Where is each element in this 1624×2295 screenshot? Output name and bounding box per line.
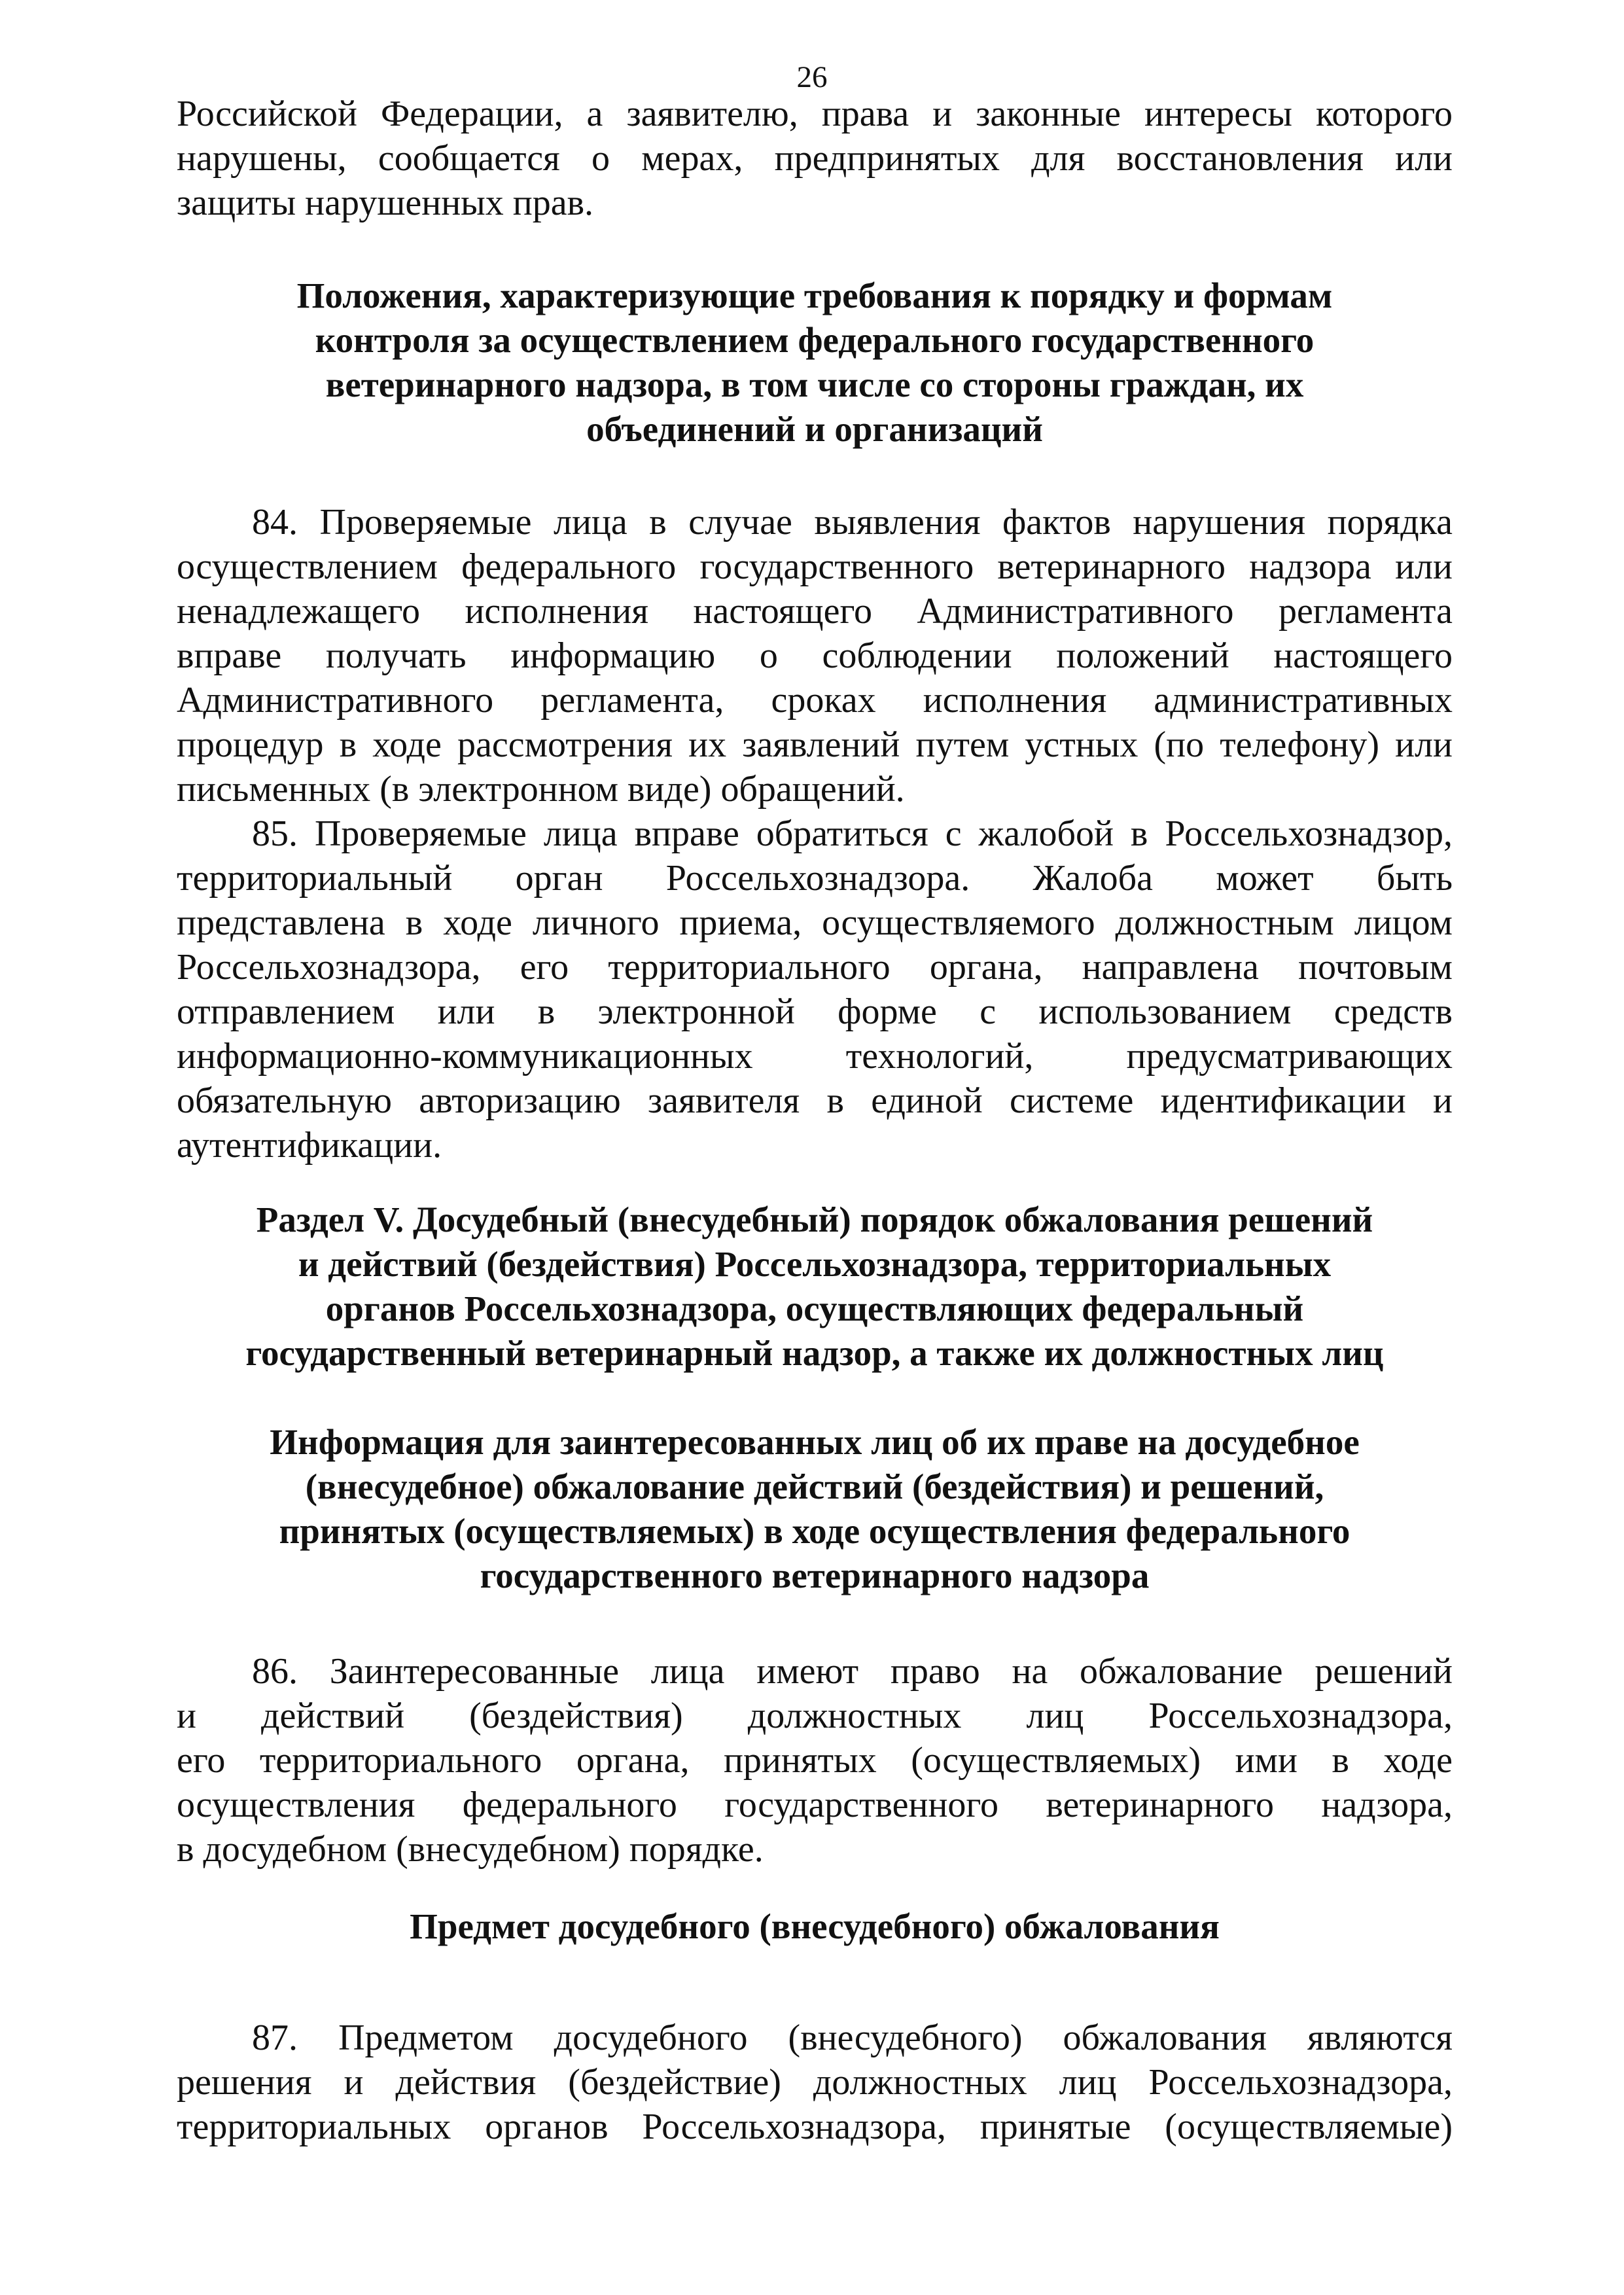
text-line: его территориального органа, принятых (осуществляемых) ими в ходе — [177, 1740, 1453, 1781]
text-line: решения и действия (бездействие) должностных лиц Россельхознадзора, — [177, 2062, 1453, 2103]
paragraph-85 — [177, 811, 1453, 1167]
heading-line: принятых (осуществляемых) в ходе осуществления федерального — [279, 1511, 1350, 1551]
text-line: информационно-коммуникационных технологий, предусматривающих — [177, 1036, 1453, 1076]
text-line: осуществлением федерального государственного ветеринарного надзора или — [177, 546, 1453, 587]
heading-line: контроля за осуществлением федерального государственного — [315, 320, 1315, 360]
text-line: вправе получать информацию о соблюдении положений настоящего — [177, 635, 1453, 676]
text-line: в досудебном (внесудебном) порядке. — [177, 1829, 764, 1870]
paragraph-87 — [177, 2016, 1453, 2149]
section-heading-control — [177, 274, 1453, 452]
heading-line: объединений и организаций — [586, 409, 1043, 449]
section-heading-info — [177, 1420, 1453, 1598]
text-line: 85. Проверяемые лица вправе обратиться с жалобой в Россельхознадзор, — [252, 813, 1453, 854]
text-line: отправлением или в электронной форме с использованием средств — [177, 991, 1453, 1032]
paragraph-continuation — [177, 92, 1453, 225]
heading-line: государственного ветеринарного надзора — [480, 1556, 1150, 1595]
heading-line: Информация для заинтересованных лиц об их праве на досудебное — [270, 1422, 1360, 1462]
text-line: представлена в ходе личного приема, осуществляемого должностным лицом — [177, 902, 1453, 943]
page-number: 26 — [796, 60, 828, 94]
paragraph-86 — [177, 1649, 1453, 1872]
text-line: 84. Проверяемые лица в случае выявления фактов нарушения порядка — [252, 502, 1453, 543]
text-line: ненадлежащего исполнения настоящего Административного регламента — [177, 591, 1453, 632]
heading-line: Предмет досудебного (внесудебного) обжалования — [410, 1906, 1220, 1946]
text-line: аутентификации. — [177, 1125, 442, 1165]
heading-line: и действий (бездействия) Россельхознадзора, территориальных — [298, 1244, 1332, 1284]
text-line: осуществления федерального государственного ветеринарного надзора, — [177, 1785, 1453, 1825]
heading-line: ветеринарного надзора, в том числе со стороны граждан, их — [325, 365, 1304, 404]
heading-line: Раздел V. Досудебный (внесудебный) порядок обжалования решений — [256, 1200, 1373, 1239]
section-heading-v — [177, 1198, 1453, 1376]
text-line: Россельхознадзора, его территориального органа, направлена почтовым — [177, 947, 1453, 987]
paragraph-84 — [177, 500, 1453, 811]
text-line: письменных (в электронном виде) обращений. — [177, 769, 905, 809]
text-line: 86. Заинтересованные лица имеют право на обжалование решений — [252, 1651, 1453, 1692]
text-line: и действий (бездействия) должностных лиц Россельхознадзора, — [177, 1696, 1453, 1736]
section-heading-subject — [177, 1904, 1453, 1949]
text-line: Российской Федерации, а заявителю, права и законные интересы которого — [177, 94, 1453, 134]
heading-line: Положения, характеризующие требования к порядку и формам — [296, 276, 1333, 315]
text-line: обязательную авторизацию заявителя в единой системе идентификации и — [177, 1080, 1453, 1121]
text-line: нарушены, сообщается о мерах, предпринятых для восстановления или — [177, 138, 1453, 179]
heading-line: (внесудебное) обжалование действий (бездействия) и решений, — [305, 1467, 1324, 1506]
text-line: территориальных органов Россельхознадзора, принятые (осуществляемые) — [177, 2107, 1453, 2147]
heading-line: органов Россельхознадзора, осуществляющих федеральный — [325, 1289, 1304, 1328]
text-line: защиты нарушенных прав. — [177, 183, 594, 223]
text-line: Административного регламента, сроках исполнения административных — [177, 680, 1453, 721]
text-line: 87. Предметом досудебного (внесудебного) обжалования являются — [252, 2018, 1453, 2058]
heading-line: государственный ветеринарный надзор, а также их должностных лиц — [245, 1333, 1384, 1373]
text-line: территориальный орган Россельхознадзора. Жалоба может быть — [177, 858, 1453, 898]
text-line: процедур в ходе рассмотрения их заявлений путем устных (по телефону) или — [177, 724, 1453, 765]
